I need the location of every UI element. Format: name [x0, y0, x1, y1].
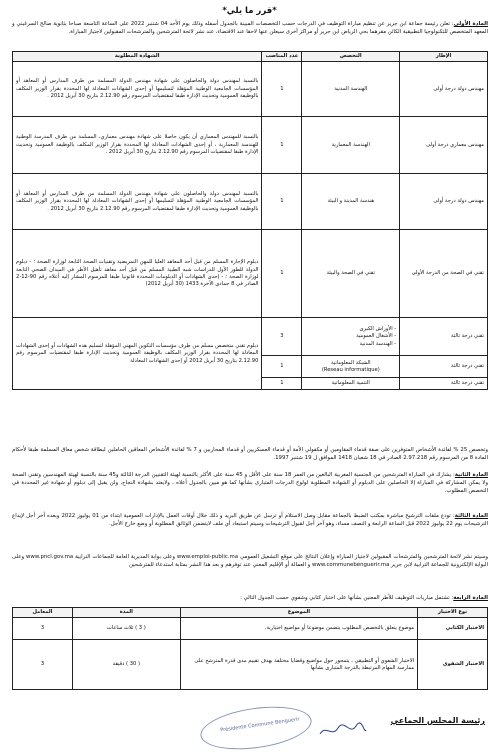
header-exam-type: نوع الاختبار	[418, 608, 488, 618]
cell-duration: ( 3 ) ثلاث ساعات	[72, 618, 180, 640]
header-specialty: التخصص	[302, 52, 400, 62]
cell-specialty: هندسة المدينة و البيئة	[302, 174, 400, 230]
cell-count: 1	[262, 117, 302, 174]
header-count: عدد المناصب	[262, 52, 302, 62]
cell-frame: تقني درجة ثالثة	[400, 378, 488, 390]
article-4-text: : تشتمل مباريات التوظيف للأطر المعنين بشأنها على اختبار كتابي وشفوي حسب الجدول التالي :	[240, 595, 454, 601]
cell-coefficient: 3	[13, 640, 73, 690]
cell-subject: موضوع يتعلق بالتخصص المطلوب يتضمن موضوعا أو مواضيع اختيارية.	[180, 618, 417, 640]
table-row	[13, 174, 488, 230]
article-4	[12, 594, 488, 602]
cell-frame: تقني درجة ثالثة	[400, 356, 488, 378]
cell-diploma: دبلوم الإجازة المسلم من قبل أحد المعاهد العليا للمهن التمريضية وتقنيات الصحة التابعة لوزارة الصحة ؛ - دبلوم الدولة للطور الأول للدراسات شبه الطبية المسلم من قبل أحد معاهد تأهيل الأطر في الميدان الصحي التابعة لوزارة الصحة ؛ - إحدى الشهادات أو الدبلومات المحددة قانونيا طبقا للمرسوم المشار إليه أعلاه رقم 90-12-2 الصادر في 8 جمادى الآخرة 1433 (30 أبريل 2012)	[13, 230, 262, 318]
cell-frame: مهندس دولة درجة أولى	[400, 174, 488, 230]
cell-diploma: بالنسبة لمهندس دولة والحاصلون على شهادة مهندس الدولة المسلمة من طرف المدارس أو المعاهد أو المؤسسات الجامعية الوطنية المؤهلة لتسليمها أو إحدى الشهادات المعادلة لها المحددة بقرار الوزير المكلف بالوظيفة العمومية وتحديث الإدارة طبقا لمقتضيات المرسوم رقم 2.12.90 بتاريخ 30 أبريل 2012 .	[13, 174, 262, 230]
header-diploma: الشهادة المطلوبة	[13, 52, 262, 62]
cell-count: 1	[262, 174, 302, 230]
cell-frame: مهندس معماري درجة أولى	[400, 117, 488, 174]
cell-duration: ( 30 ) دقيقة	[72, 640, 180, 690]
article-2-text: : يشارك في المباراة المترشحين من الجنسية المغربية البالغين من العمر 18 سنة على الأقل و 45 سنة على الأكثر بالنسبة لهيئة التقنيين الدرجة الثالثة و45 سنة بالنسبة لهيئة المهندسين وتقني الصحة ولا يمكن المشاركة في المباراة إلا الحاصلين على الدبلوم أو الشهادة المطلوبة لولوج الدرجات المتبارى بشأنها كما هو مبين بالجدول أعلاه ، ولايعتد بشهادة النجاح، ولن يقبل إلى دبلوم أو شهادة غير المحددة في التخصص المطلوب.	[12, 472, 488, 495]
cell-specialty: الهندسة المدنية	[302, 62, 400, 117]
article-1-text: : تعلن رئيسة جماعة ابن جرير عن تنظيم مباراة التوظيف في الدرجات حسب التخصصات المبينة بالجدول أسفله وذلك يوم الأحد 04 شتنبر 2022 على الساعة التاسعة صباحا بثانوية صالح السرغيني و المعهد المتخصص للتكنولوجيا التطبيقية الكائن مقرهما بحي الرياض ابن جرير أو مراكز أخرى سيعلن عنها لاحقا عند الاقتضاء، عند نشر لائحة المترشحين والمترشحات المقبولين لاجتياز المباراة.	[12, 21, 488, 36]
signature-title: رئيسة المجلس الجماعي	[390, 716, 485, 725]
cell-count: 1	[262, 356, 302, 378]
article-3	[12, 512, 488, 528]
table-row	[13, 62, 488, 117]
article-1	[12, 20, 488, 36]
cell-exam-type: الاختبار الشفوي	[418, 640, 488, 690]
positions-table	[12, 51, 488, 390]
article-3-heading: المادة الثالثة	[454, 513, 488, 519]
header-frame: الإطار	[400, 52, 488, 62]
article-3-text: : تودع ملفات الترشيح مباشرة بمكتب الضبط بالجماعة مقابل وصل الاستلام أو ترسل عن طريق البريد و ذلك خلال أوقات العمل بالإدارات العمومية ابتداء من 01 يوليوز 2022 وبعده أخر أجل لإيداع الترشيحات يوم 22 يوليوز 2022 قبل الساعة الرابعة و النصف مساء، وهو آخر أجل لقبول الترشيحات وسيتم استبعاد أي ملف لايتضمن الوثائق المطلوبة أو وضع خارج الأجل.	[12, 513, 488, 528]
handwritten-signature	[318, 722, 368, 740]
cell-count: 1	[262, 62, 302, 117]
cell-specialty: الشبكة المعلوماتية (Reseau informatique)	[302, 356, 400, 378]
table-row	[13, 117, 488, 174]
cell-frame: مهندس دولة درجة أولى	[400, 62, 488, 117]
document-title: *قرر ما يلي*	[222, 6, 277, 16]
table-row	[13, 230, 488, 318]
article-2	[12, 471, 488, 496]
quota-paragraph: وتخصص 25 % لفائدة الأشخاص المتوفرين على صفة قدماء المقاومين أو مكفولي الأمة أو قدماء العسكريين أو قدماء المحاربين و 7 % لفائدة الأشخاص المعاقين الحاملين لبطاقة شخص معاق المسلمة طبقا لأحكام المادة 8 من المرسوم رقم 2.97.218 الصادر في 18 شعبان 1418 الموافق ل 19 شتنبر 1997.	[12, 447, 489, 462]
exams-table-header	[13, 608, 488, 618]
article-4-heading: المادة الرابعة	[453, 595, 488, 601]
header-duration: المدة	[72, 608, 180, 618]
cell-specialty: - الأوراش الكبرى - الأشغال العمومية - الهندسة المدنية	[302, 318, 400, 356]
cell-diploma: بالنسبة للمهندس المعماري أن يكون حاصلا على شهادة مهندس معماري، المسلمة من طرف المدرسة الوطنية للهندسة المعمارية ، أو إحدى الشهادات المعادلة لها المحددة بقرار الوزير المكلف بالوظيفة العمومية وتحديث الإدارة طبقا لمقتضيات المرسوم رقم 2.12.90 بتاريخ 30 أبريل 2012 .	[13, 117, 262, 174]
header-subject: الموضوع	[180, 608, 417, 618]
article-2-heading: المادة الثانية	[454, 472, 488, 478]
cell-diploma: بالنسبة لمهندس دولة والحاصلون على شهادة مهندس الدولة المسلمة من طرف المدارس أو المعاهد أو المؤسسات الجامعية الوطنية المؤهلة لتسليمها أو إحدى الشهادات المعادلة لها المحددة بقرار الوزير المكلف بالوظيفة العمومية وتحديث الإدارة طبقا لمقتضيات المرسوم رقم 2.12.90 بتاريخ 30 أبريل 2012 .	[13, 62, 262, 117]
cell-diploma: دبلوم تقني متخصص مسلم من طرف مؤسسات التكوين المهني المؤهلة لتسليم هذه الشهادات أو إحدى الشهادات المعادلة لها المحددة بقرار الوزير المكلف بالوظيفة العمومية وتحديث الإدارة طبقا لمقتضيات المرسوم رقم 2.12.90 بتاريخ 30 أبريل 2012 أو إحدى الشهادات المعادلة	[13, 318, 262, 390]
article-1-heading: المادة الأولى	[453, 21, 488, 27]
cell-count: 3	[262, 318, 302, 356]
cell-frame: تقني درجة ثالثة	[400, 318, 488, 356]
cell-specialty: الهندسة المعمارية	[302, 117, 400, 174]
cell-count: 1	[262, 378, 302, 390]
cell-count: 1	[262, 230, 302, 318]
positions-table-header	[13, 52, 488, 62]
article-3-publication: وسيتم نشر لائحة المترشحين والمترشحات المقبولين لاجتياز المباراة وإعلان النتائج على موقع التشغيل العمومي www.emploi-public.ma وعلى بوابة المديرية العامة للجماعات الترابية www.pncl.gov.ma وعلى البوابة الإلكترونية للجماعة الترابية لابن جرير www.communebenguerir.ma و العمالة أو الإقليم المعني عند توفرهم و بعد هذا النشر بمثابة استدعاء للمترشحين	[12, 554, 488, 569]
cell-coefficient: 3	[13, 618, 73, 640]
cell-frame: تقني في الصحة من الدرجة الأولى	[400, 230, 488, 318]
header-coefficient: المعامل	[13, 608, 73, 618]
table-row	[13, 318, 488, 356]
cell-subject: الاختبار الشفوي أو التطبيقي ، يتمحور حول مواضيع وقضايا مختلفة بهدف تقييم مدى قدرة المترشح على ممارسة المهام المرتبطة بالدرجة المتبارى بشأنها	[180, 640, 417, 690]
stamp-text: Présidente Commune Benguerir	[219, 716, 300, 734]
table-row	[13, 618, 488, 640]
cell-exam-type: الاختبار الكتابي	[418, 618, 488, 640]
cell-specialty: التنمية المعلوماتية	[302, 378, 400, 390]
cell-specialty: تقني في الصحة والبيئة	[302, 230, 400, 318]
exams-table	[12, 607, 488, 690]
table-row	[13, 640, 488, 690]
